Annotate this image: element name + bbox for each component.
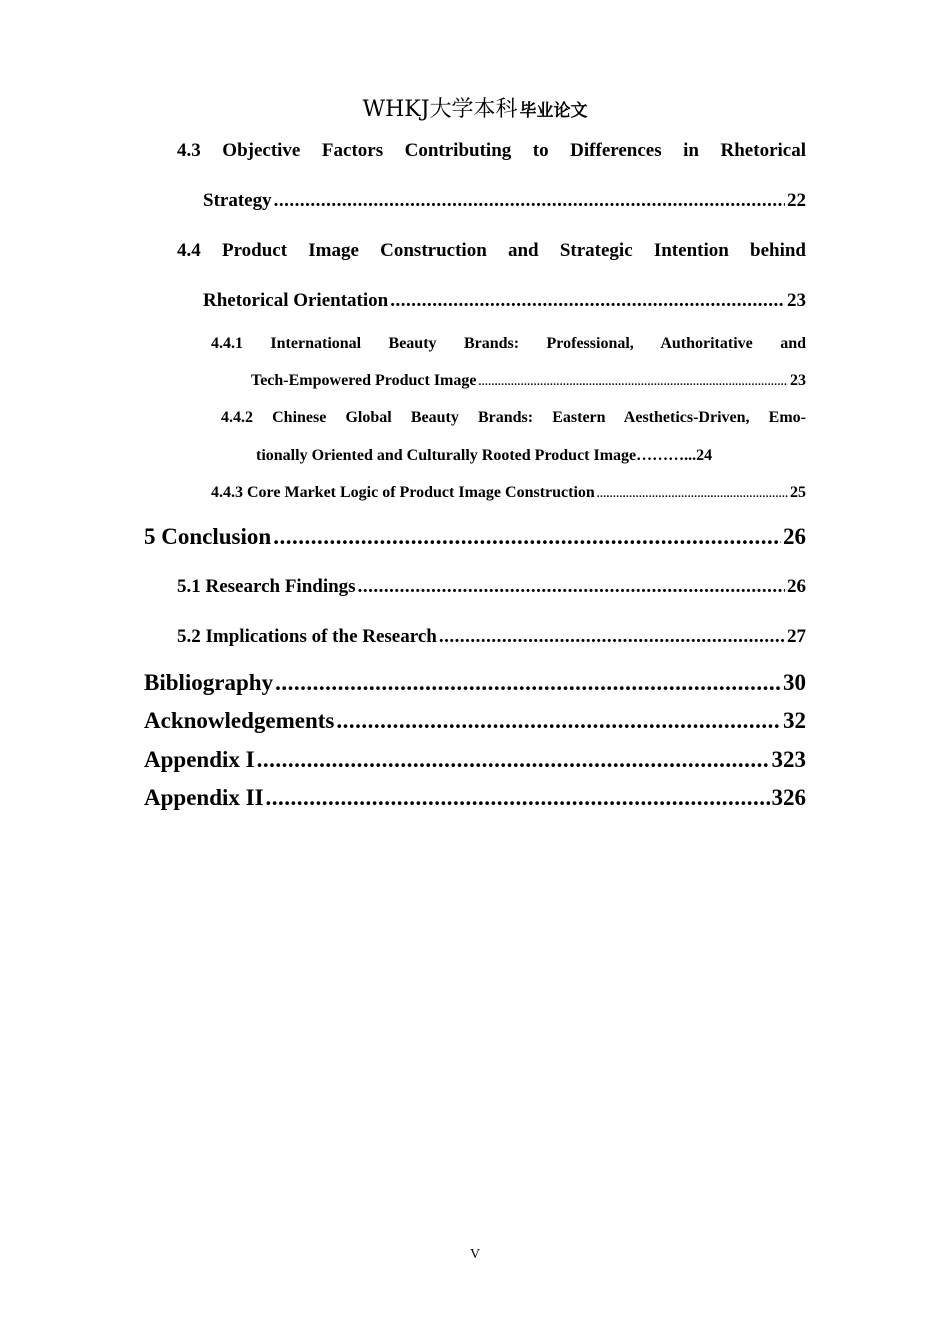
toc-entry-4-4[interactable]: [203, 290, 806, 312]
toc-entry-label: Rhetorical Orientation: [203, 290, 389, 311]
dot-leader: [358, 576, 785, 598]
toc-entry-4-4-2-line2[interactable]: tionally Oriented and Culturally Rooted Product Image………...24: [256, 447, 713, 464]
toc-entry-4-4-3[interactable]: [211, 484, 806, 502]
toc-entry-appendix-1[interactable]: [144, 747, 806, 773]
toc-entry-4-4-1[interactable]: [251, 372, 806, 390]
toc-entry-appendix-2[interactable]: [144, 785, 806, 811]
dot-leader: [273, 524, 781, 550]
toc-entry-4-4-2-line1[interactable]: 4.4.2 Chinese Global Beauty Brands: Eastern Aesthetics-Driven, Emo-: [221, 409, 806, 426]
dot-leader: [275, 670, 781, 696]
toc-entry-4-4-1-line1[interactable]: 4.4.1 International Beauty Brands: Professional, Authoritative and: [211, 335, 806, 352]
toc-page-number: 323: [771, 747, 806, 772]
toc-entry-4-3-line1[interactable]: 4.3 Objective Factors Contributing to Differences in Rhetorical: [177, 140, 806, 161]
toc-entry-4-3[interactable]: [203, 190, 806, 212]
toc-entry-5-1[interactable]: [177, 576, 806, 598]
toc-entry-bibliography[interactable]: [144, 670, 806, 696]
toc-entry-5[interactable]: [144, 524, 806, 550]
toc-entry-4-4-line1[interactable]: 4.4 Product Image Construction and Strategic Intention behind: [177, 240, 806, 261]
toc-entry-label: Tech-Empowered Product Image: [251, 372, 477, 389]
toc-page-number: 30: [783, 670, 806, 695]
toc-entry-acknowledgements[interactable]: [144, 708, 806, 734]
toc-entry-label: Appendix II: [144, 785, 264, 810]
toc-entry-label: 4.4.3 Core Market Logic of Product Image Construction: [211, 484, 595, 501]
toc-entry-label: Appendix I: [144, 747, 255, 772]
toc-page-number: 326: [771, 785, 806, 810]
toc-page-number: 22: [787, 190, 806, 211]
page-number: V: [469, 1247, 481, 1262]
toc-entry-label: Acknowledgements: [144, 708, 335, 733]
page-header: [0, 92, 950, 123]
toc-page-number: 25: [790, 484, 806, 501]
toc-page-number: 23: [790, 372, 806, 389]
toc-entry-5-2[interactable]: [177, 626, 806, 648]
dot-leader: [257, 747, 770, 773]
dot-leader: [390, 290, 785, 312]
dot-leader: [478, 376, 788, 388]
toc-entry-label: Bibliography: [144, 670, 274, 695]
toc-entry-label: Strategy: [203, 190, 272, 211]
dot-leader: [439, 626, 785, 648]
toc-page-number: 26: [783, 524, 806, 549]
header-university: WHKJ大学本科: [362, 97, 518, 122]
dot-leader: [336, 708, 781, 734]
toc-entry-label: 5 Conclusion: [144, 524, 272, 549]
toc-entry-label: 5.2 Implications of the Research: [177, 626, 437, 647]
dot-leader: [274, 190, 785, 212]
toc-entry-label: 5.1 Research Findings: [177, 576, 356, 597]
header-thesis-label: 毕业论文: [519, 101, 588, 121]
dot-leader: [597, 488, 788, 500]
toc-page-number: 26: [787, 576, 806, 597]
toc-page-number: 32: [783, 708, 806, 733]
dot-leader: [266, 785, 770, 811]
toc-page-number: 27: [787, 626, 806, 647]
toc-page-number: 23: [787, 290, 806, 311]
